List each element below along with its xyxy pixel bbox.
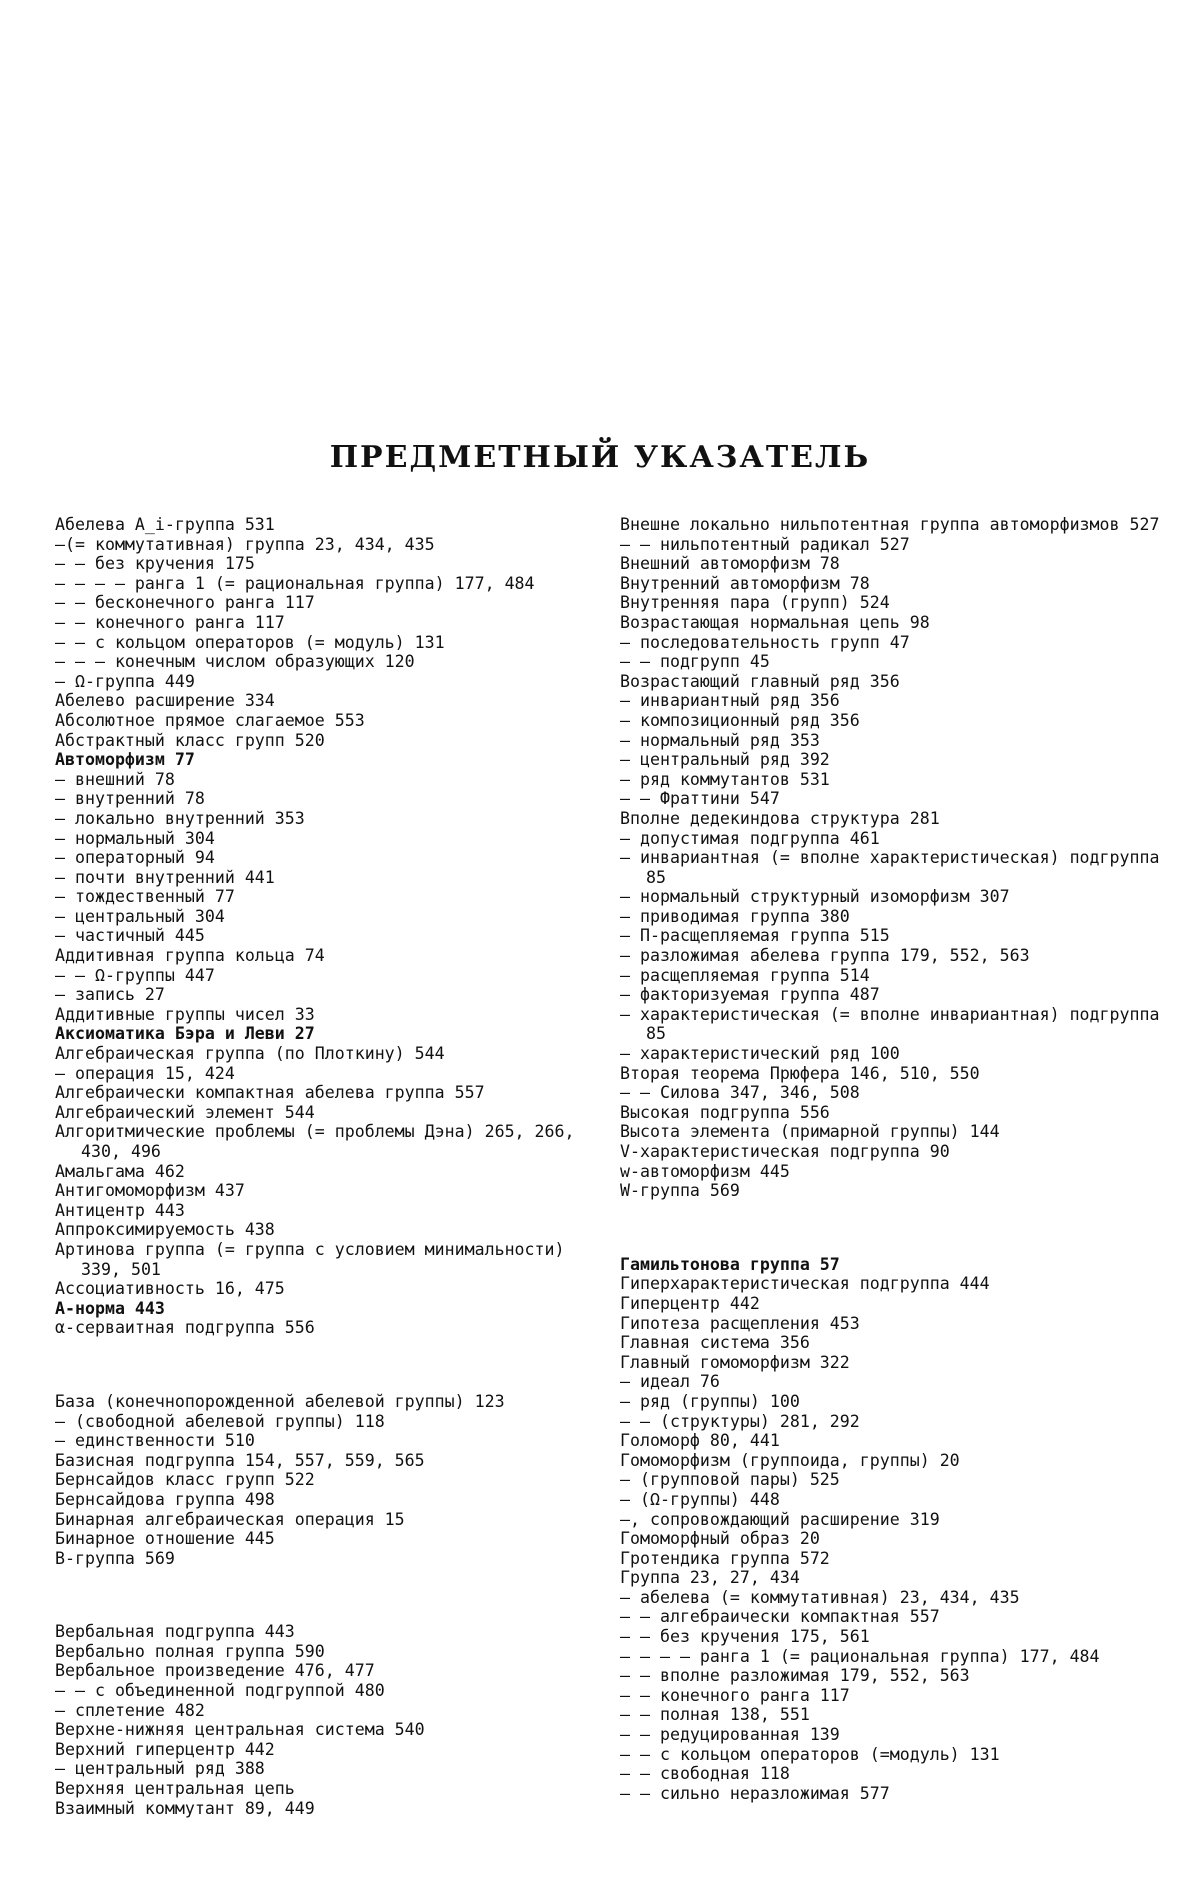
index-entry: — — с кольцом операторов (=модуль) 131	[620, 1744, 1000, 1764]
index-letter-group	[620, 515, 1160, 1201]
index-entry: Гомоморфизм (группоида, группы) 20	[620, 1450, 960, 1470]
index-entry: — — — конечным числом образующих 120	[55, 652, 415, 672]
index-entry: Бернсайдов класс групп 522	[55, 1470, 315, 1490]
index-entry: Гамильтонова группа 57	[620, 1254, 840, 1274]
index-entry: Аддитивные группы чисел 33	[55, 1004, 315, 1024]
index-entry: Высота элемента (примарной группы) 144	[620, 1122, 1000, 1142]
index-entry: — Ω-группа 449	[55, 671, 195, 691]
index-entry: — — подгрупп 45	[620, 652, 770, 672]
index-entry: — расщепляемая группа 514	[620, 965, 870, 985]
index-entry: W-группа 569	[620, 1181, 740, 1201]
index-entry: — нормальный 304	[55, 828, 215, 848]
index-entry: — характеристическая (= вполне инвариантная) подгруппа 85	[620, 1004, 1160, 1044]
index-entry: — последовательность групп 47	[620, 632, 910, 652]
index-entry: A-норма 443	[55, 1298, 165, 1318]
index-letter-group	[55, 1622, 595, 1818]
index-entry: Алгоритмические проблемы (= проблемы Дэна) 265, 266, 430, 496	[55, 1122, 575, 1161]
index-entry: Главная система 356	[620, 1333, 810, 1353]
index-entry: Главный гомоморфизм 322	[620, 1352, 850, 1372]
index-entry: — — с кольцом операторов (= модуль) 131	[55, 632, 445, 652]
index-entry: — идеал 76	[620, 1372, 720, 1392]
index-entry: — (Ω-группы) 448	[620, 1489, 780, 1509]
index-entry: — — нильпотентный радикал 527	[620, 534, 910, 554]
index-entry: Внутренняя пара (групп) 524	[620, 593, 890, 613]
index-letter-group	[55, 515, 595, 1338]
index-entry: — (групповой пары) 525	[620, 1470, 840, 1490]
index-entry: —, сопровождающий расширение 319	[620, 1509, 940, 1529]
index-entry: — факторизуемая группа 487	[620, 985, 880, 1005]
index-entry: α-серваитная подгруппа 556	[55, 1318, 315, 1338]
index-entry: — — с объединенной подгруппой 480	[55, 1681, 385, 1701]
index-entry: — инвариантный ряд 356	[620, 691, 840, 711]
index-entry: — частичный 445	[55, 926, 205, 946]
index-entry: Верхне-нижняя центральная система 540	[55, 1720, 425, 1740]
index-entry: — — Силова 347, 346, 508	[620, 1083, 860, 1103]
index-entry: — П-расщепляемая группа 515	[620, 926, 890, 946]
index-entry: Абстрактный класс групп 520	[55, 730, 325, 750]
index-entry: Вербальное произведение 476, 477	[55, 1661, 375, 1681]
index-entry: Взаимный коммутант 89, 449	[55, 1798, 315, 1818]
index-entry: Гиперхарактеристическая подгруппа 444	[620, 1274, 990, 1294]
index-entry: — — сильно неразложимая 577	[620, 1783, 890, 1803]
index-entry: — почти внутренний 441	[55, 867, 275, 887]
index-entry: Аппроксимируемость 438	[55, 1220, 275, 1240]
index-entry: Алгебраическая группа (по Плоткину) 544	[55, 1044, 445, 1064]
index-entry: — — алгебраически компактная 557	[620, 1607, 940, 1627]
index-entry: — локально внутренний 353	[55, 808, 305, 828]
index-letter-group	[55, 1392, 595, 1568]
index-entry: w-автоморфизм 445	[620, 1161, 790, 1181]
index-entry: Бернсайдова группа 498	[55, 1489, 275, 1509]
index-entry: — инвариантная (= вполне характеристическая) подгруппа 85	[620, 848, 1160, 887]
index-entry: — — Фраттини 547	[620, 789, 780, 809]
index-entry: Антицентр 443	[55, 1200, 185, 1220]
index-entry: Внешне локально нильпотентная группа автоморфизмов 527	[620, 515, 1160, 534]
index-entry: — абелева (= коммутативная) 23, 434, 435	[620, 1587, 1020, 1607]
index-entry: — — конечного ранга 117	[620, 1685, 850, 1705]
index-entry: — — редуцированная 139	[620, 1725, 840, 1745]
index-entry: — приводимая группа 380	[620, 906, 850, 926]
index-entry: — композиционный ряд 356	[620, 710, 860, 730]
index-entry: — тождественный 77	[55, 887, 235, 907]
index-entry: Высокая подгруппа 556	[620, 1102, 830, 1122]
index-entry: — запись 27	[55, 985, 165, 1005]
index-entry: Возрастающий главный ряд 356	[620, 671, 900, 691]
index-entry: Вербально полная группа 590	[55, 1641, 325, 1661]
index-entry: — — бесконечного ранга 117	[55, 593, 315, 613]
index-entry: Алгебраически компактная абелева группа 557	[55, 1083, 485, 1103]
index-entry: — сплетение 482	[55, 1700, 205, 1720]
index-entry: Алгебраический элемент 544	[55, 1102, 315, 1122]
index-entry: Бинарное отношение 445	[55, 1529, 275, 1549]
index-entry: Абелева A_i-группа 531	[55, 515, 275, 534]
index-entry: — разложимая абелева группа 179, 552, 563	[620, 946, 1030, 966]
index-entry: — — вполне разложимая 179, 552, 563	[620, 1666, 970, 1686]
index-entry: Амальгама 462	[55, 1161, 185, 1181]
index-entry: Абелево расширение 334	[55, 691, 275, 711]
index-entry: Верхний гиперцентр 442	[55, 1739, 275, 1759]
index-entry: V-характеристическая подгруппа 90	[620, 1142, 950, 1161]
index-entry: — — конечного ранга 117	[55, 612, 285, 632]
index-entry: Базисная подгруппа 154, 557, 559, 565	[55, 1450, 425, 1470]
index-entry: — — полная 138, 551	[620, 1705, 810, 1725]
index-entry: — центральный ряд 388	[55, 1759, 265, 1779]
index-entry: — характеристический ряд 100	[620, 1044, 900, 1064]
index-entry: — — Ω-группы 447	[55, 965, 215, 985]
index-entry: База (конечнопорожденной абелевой группы) 123	[55, 1391, 505, 1411]
index-entry: — операторный 94	[55, 848, 215, 868]
index-entry: — центральный ряд 392	[620, 750, 830, 770]
index-entry: — ряд коммутантов 531	[620, 769, 830, 789]
index-entry: — — без кручения 175	[55, 554, 255, 574]
index-entry: — — (структуры) 281, 292	[620, 1411, 860, 1431]
index-column-left	[55, 515, 595, 1872]
index-entry: Гомоморфный образ 20	[620, 1529, 820, 1549]
index-entry: Вербальная подгруппа 443	[55, 1622, 295, 1642]
index-entry: Группа 23, 27, 434	[620, 1568, 800, 1588]
index-entry: —(= коммутативная) группа 23, 434, 435	[55, 534, 435, 554]
index-entry: — — — — ранга 1 (= рациональная группа) 177, 484	[55, 573, 535, 593]
index-letter-group	[620, 1255, 1160, 1804]
index-entry: Верхняя центральная цепь	[55, 1779, 295, 1799]
index-entry: — ряд (группы) 100	[620, 1391, 800, 1411]
index-entry: Внутренний автоморфизм 78	[620, 573, 870, 593]
index-entry: Аддитивная группа кольца 74	[55, 946, 325, 966]
index-entry: Антигомоморфизм 437	[55, 1181, 245, 1201]
index-entry: — нормальный ряд 353	[620, 730, 820, 750]
index-entry: Гиперцентр 442	[620, 1293, 760, 1313]
index-entry: — операция 15, 424	[55, 1063, 235, 1083]
index-entry: Внешний автоморфизм 78	[620, 554, 840, 574]
index-entry: Вторая теорема Прюфера 146, 510, 550	[620, 1063, 980, 1083]
index-entry: Голоморф 80, 441	[620, 1431, 780, 1451]
index-entry: Автоморфизм 77	[55, 750, 195, 770]
index-entry: Гипотеза расщепления 453	[620, 1313, 860, 1333]
index-entry: Вполне дедекиндова структура 281	[620, 808, 940, 828]
index-entry: B-группа 569	[55, 1548, 175, 1568]
index-entry: Ассоциативность 16, 475	[55, 1279, 285, 1299]
index-column-right	[620, 515, 1160, 1857]
index-entry: Гротендика группа 572	[620, 1548, 830, 1568]
index-entry: — — — — ранга 1 (= рациональная группа) 177, 484	[620, 1646, 1100, 1666]
index-entry: — (свободной абелевой группы) 118	[55, 1411, 385, 1431]
index-entry: — — без кручения 175, 561	[620, 1627, 870, 1647]
index-entry: — внешний 78	[55, 769, 175, 789]
index-entry: Артинова группа (= группа с условием минимальности) 339, 501	[55, 1239, 565, 1279]
index-entry: — допустимая подгруппа 461	[620, 828, 880, 848]
page-title: ПРЕДМЕТНЫЙ УКАЗАТЕЛЬ	[329, 440, 871, 475]
index-entry: — центральный 304	[55, 906, 225, 926]
index-entry: Бинарная алгебраическая операция 15	[55, 1509, 405, 1529]
index-entry: — единственности 510	[55, 1431, 255, 1451]
index-entry: Возрастающая нормальная цепь 98	[620, 612, 930, 632]
index-entry: Аксиоматика Бэра и Леви 27	[55, 1024, 315, 1044]
index-entry: Абсолютное прямое слагаемое 553	[55, 710, 365, 730]
index-entry: — внутренний 78	[55, 789, 205, 809]
index-entry: — — свободная 118	[620, 1764, 790, 1784]
index-entry: — нормальный структурный изоморфизм 307	[620, 887, 1010, 907]
